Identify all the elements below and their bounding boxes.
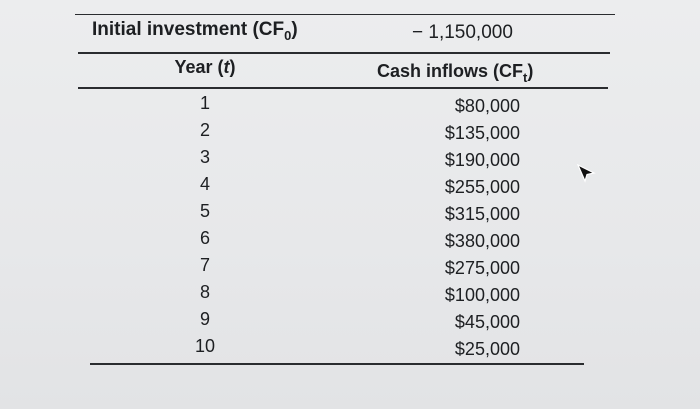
year-cell: 2 <box>199 120 210 140</box>
cash-cell: $380,000 <box>444 231 520 251</box>
year-cell: 4 <box>199 174 210 194</box>
cash-header-subscript: t <box>523 70 528 85</box>
year-cell: 1 <box>199 93 210 113</box>
cash-header-close: ) <box>527 61 534 81</box>
cash-inflows-column <box>380 93 520 363</box>
year-column <box>150 90 260 360</box>
cash-cell: $190,000 <box>444 150 520 170</box>
cash-cell: $255,000 <box>444 177 520 197</box>
cash-cell: $135,000 <box>444 123 520 143</box>
year-cell: 6 <box>199 228 210 248</box>
year-cell: 3 <box>199 147 210 167</box>
year-cell: 5 <box>199 201 210 221</box>
cash-cell: $275,000 <box>444 258 520 278</box>
top-rule <box>75 14 615 15</box>
year-cell: 10 <box>194 336 216 356</box>
cash-inflows-column-header <box>377 60 534 85</box>
cash-cell: $45,000 <box>454 312 520 332</box>
year-column-header <box>150 56 260 78</box>
initial-investment-text: Initial investment (CF <box>92 19 285 40</box>
year-header-text: Year ( <box>174 57 224 77</box>
cash-header-text: Cash inflows (CF <box>377 61 524 81</box>
year-header-close: ) <box>229 57 236 77</box>
initial-investment-close: ) <box>291 19 298 40</box>
year-cell: 8 <box>199 282 210 302</box>
year-cell: 9 <box>199 309 210 329</box>
initial-investment-value: − 1,150,000 <box>412 22 513 43</box>
year-header-var: t <box>223 57 230 77</box>
bottom-rule <box>90 363 584 365</box>
cash-cell: $100,000 <box>444 285 520 305</box>
column-header-rule <box>78 87 608 89</box>
cash-cell: $315,000 <box>444 204 520 224</box>
year-cell: 7 <box>199 255 210 275</box>
initial-investment-subscript: 0 <box>284 28 292 43</box>
mouse-pointer-icon <box>575 162 597 184</box>
header-rule <box>78 52 610 54</box>
cash-cell: $80,000 <box>454 96 520 116</box>
cash-cell: $25,000 <box>454 339 520 359</box>
initial-investment-label <box>92 19 298 41</box>
